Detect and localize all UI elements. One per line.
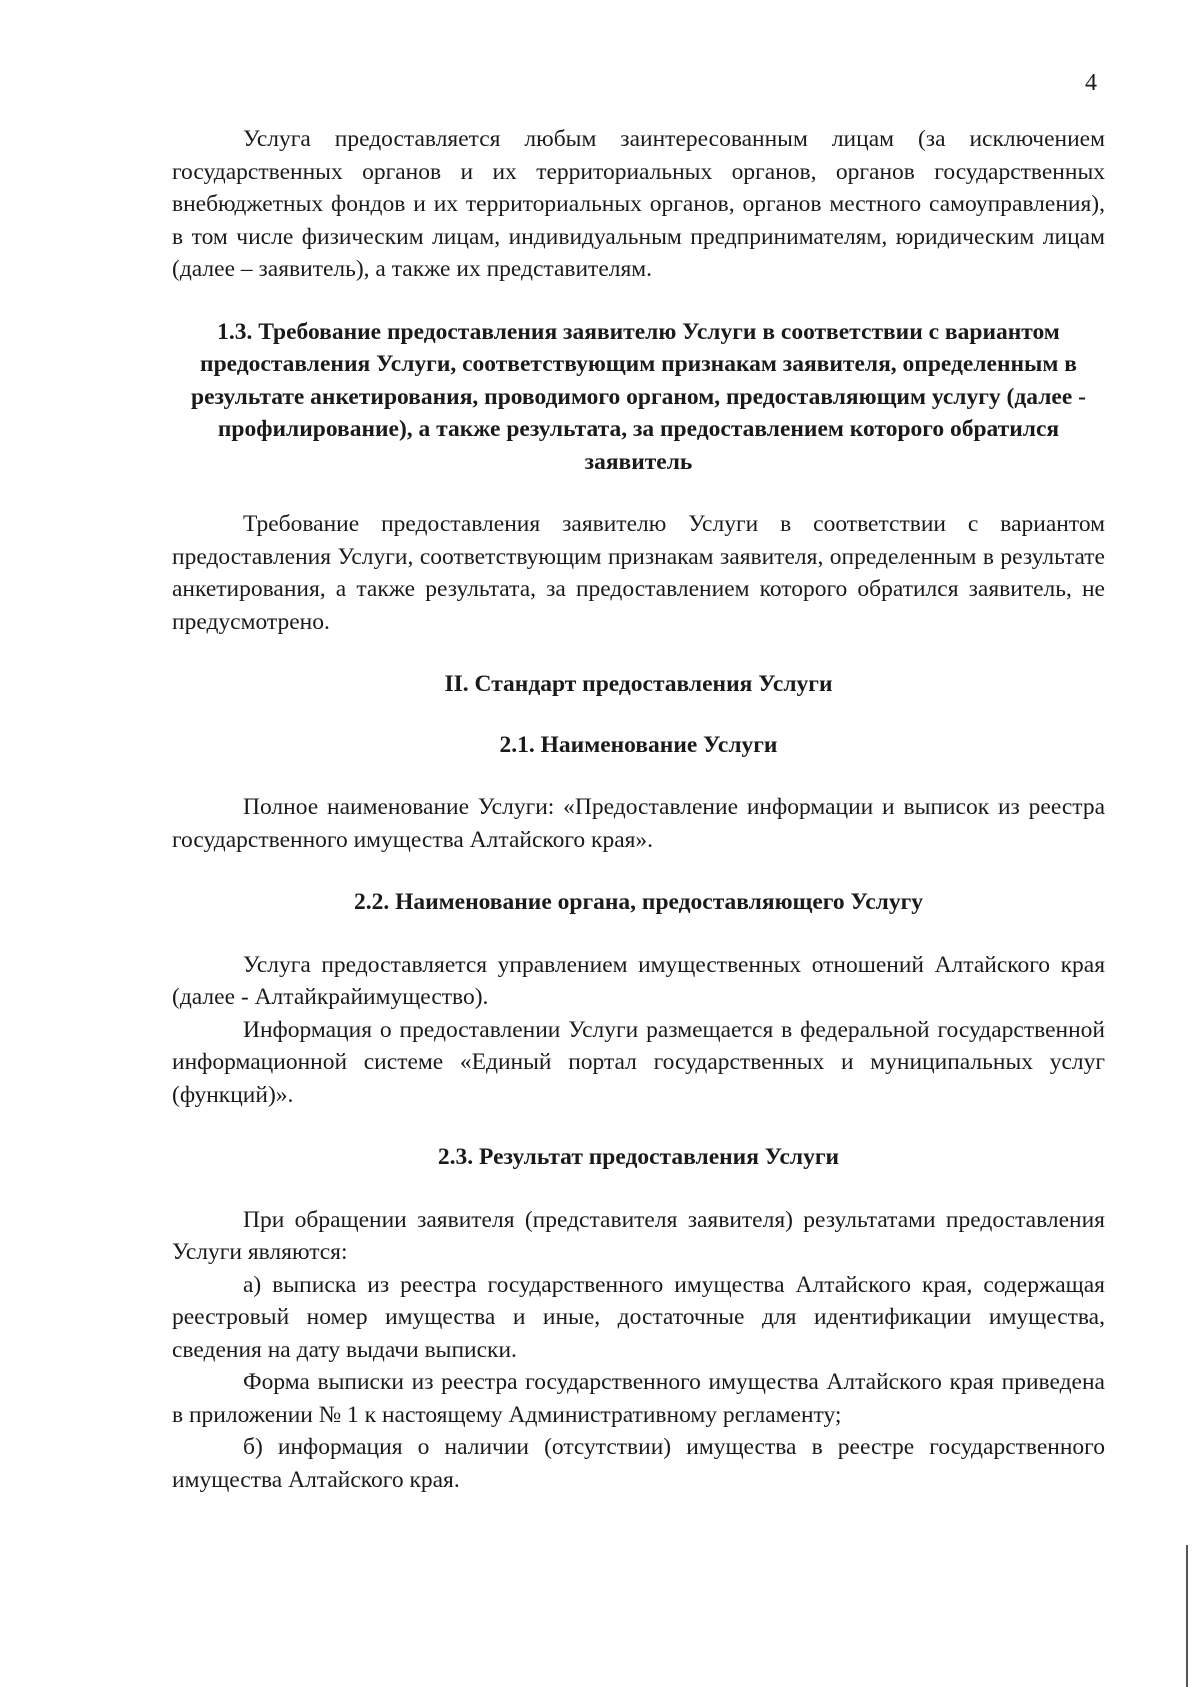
paragraph-section-2-3-item-a: а) выписка из реестра государственного имущества Алтайского края, содержащая реестровый номер имущества и иные, достаточные для идентификации имущества, сведения на дату выдачи выписки. [172, 1271, 1105, 1363]
paragraph-section-2-1: Полное наименование Услуги: «Предоставление информации и выписок из реестра государственного имущества Алтайского края». [172, 794, 1105, 853]
heading-section-2-3: 2.3. Результат предоставления Услуги [437, 1144, 840, 1170]
heading-section-2: II. Стандарт предоставления Услуги [444, 671, 833, 697]
scan-edge-line [1186, 1545, 1188, 1687]
paragraph-section-2-2-provider: Услуга предоставляется управлением имущественных отношений Алтайского края (далее - Алтайкрайимущество). [172, 951, 1105, 1010]
page-number: 4 [1085, 70, 1097, 96]
document-body [172, 123, 1105, 1496]
heading-section-2-2: 2.2. Наименование органа, предоставляющего Услугу [353, 889, 924, 915]
paragraph-section-2-3-item-b: б) информация о наличии (отсутствии) имущества в реестре государственного имущества Алтайского края. [172, 1434, 1105, 1493]
paragraph-applicants: Услуга предоставляется любым заинтересованным лицам (за исключением государственных органов и их территориальных органов, органов государственных внебюджетных фондов и их территориальных органов, органов местного самоуправления), в том числе физическим лицам, индивидуальным предпринимателям, юридическим лицам (далее – заявитель), а также их представителям. [172, 126, 1105, 282]
heading-section-1-3: 1.3. Требование предоставления заявителю Услуги в соответствии с вариантом предоставления Услуги, соответствующим признакам заявителя, определенным в результате анкетирования, проводимого органом, предоставляющим услугу (далее - профилирование), а также результата, за предоставлением которого обратился заявитель [191, 318, 1086, 475]
paragraph-section-2-2-portal: Информация о предоставлении Услуги размещается в федеральной государственной информационной системе «Единый портал государственных и муниципальных услуг (функций)». [172, 1016, 1105, 1108]
paragraph-section-1-3: Требование предоставления заявителю Услуги в соответствии с вариантом предоставления Услуги, соответствующим признакам заявителя, определенным в результате анкетирования, а также результата, за предоставлением которого обратился заявитель, не предусмотрено. [172, 511, 1105, 635]
paragraph-section-2-3-intro: При обращении заявителя (представителя заявителя) результатами предоставления Услуги являются: [172, 1206, 1105, 1265]
heading-section-2-1: 2.1. Наименование Услуги [499, 731, 778, 758]
paragraph-section-2-3-form: Форма выписки из реестра государственного имущества Алтайского края приведена в приложении № 1 к настоящему Административному регламенту; [172, 1369, 1105, 1428]
